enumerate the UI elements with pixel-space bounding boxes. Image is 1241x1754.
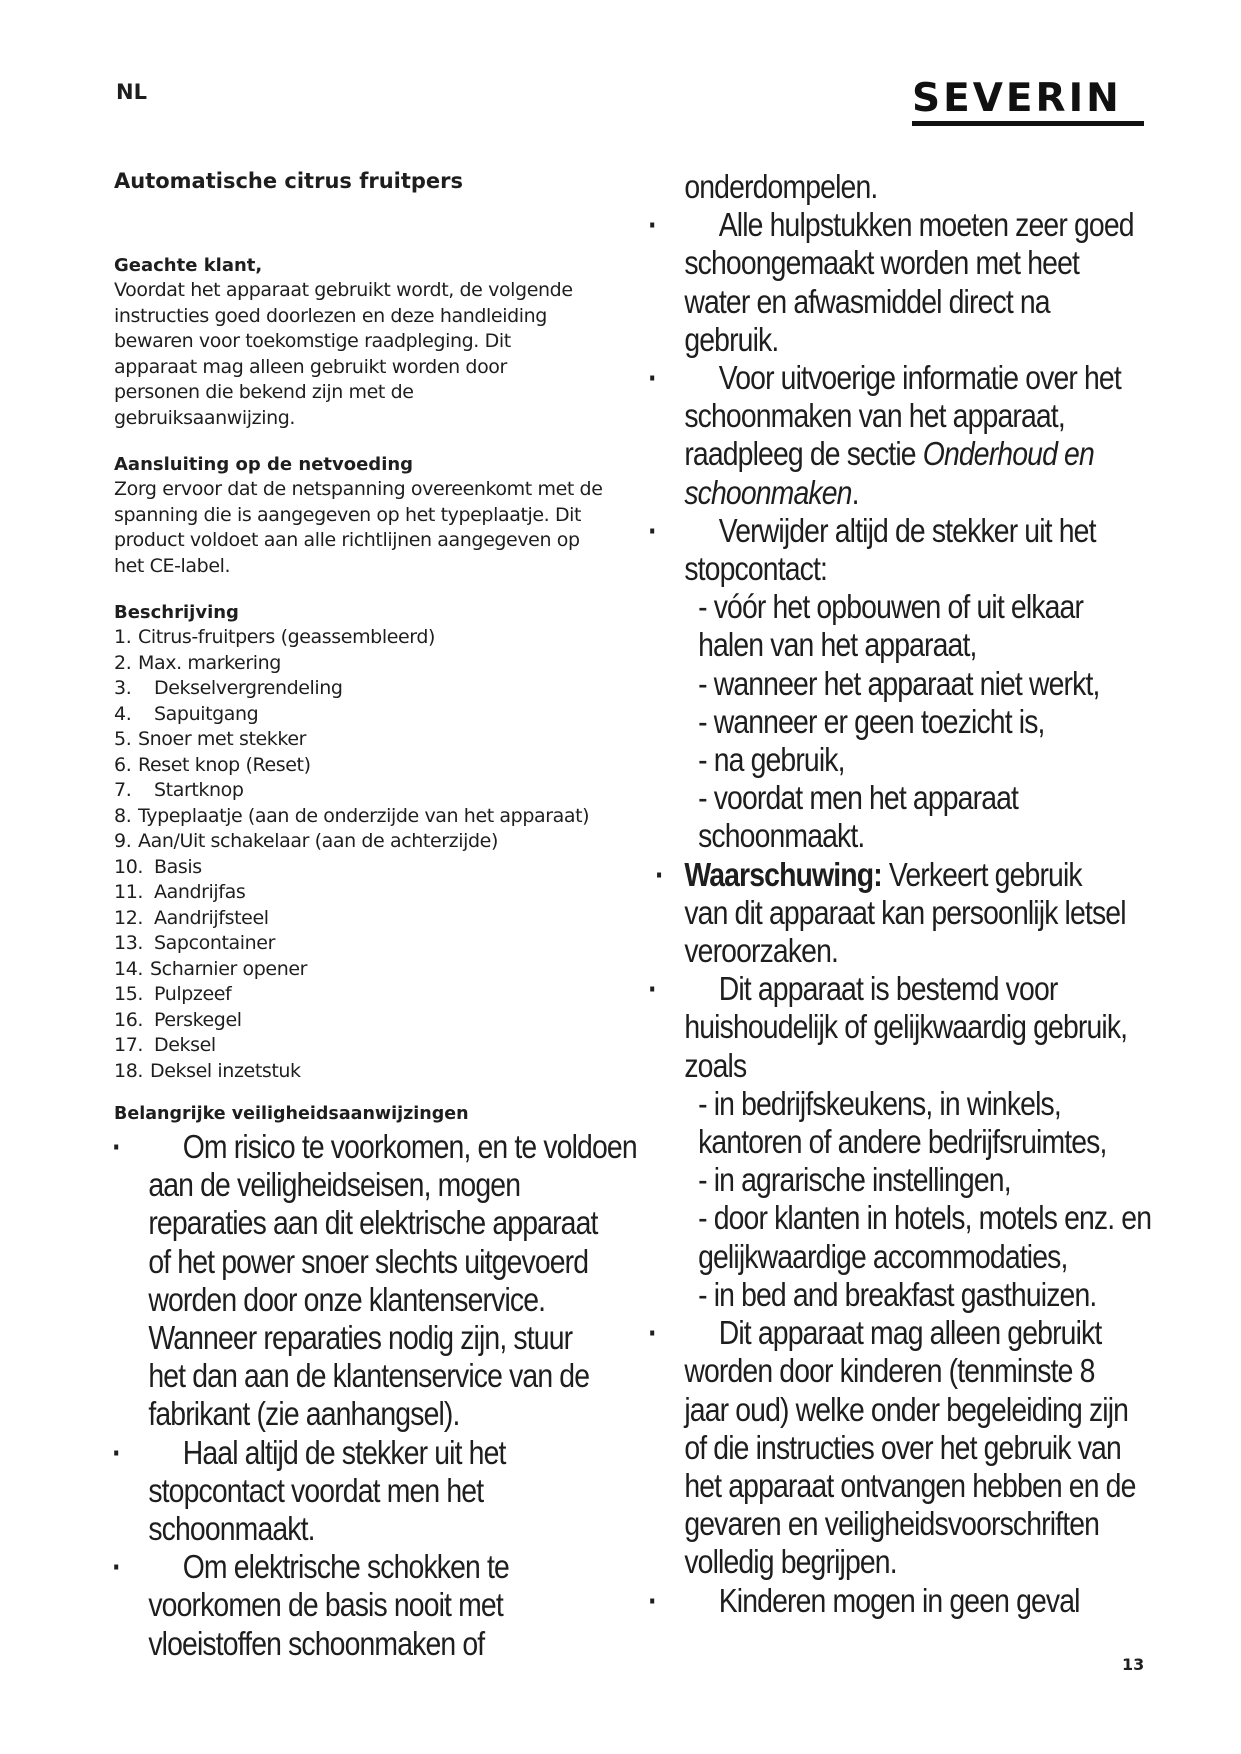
power-heading: Aansluiting op de netvoeding bbox=[114, 454, 414, 475]
safety-bullet: · Dit apparaat mag alleen gebruikt worden door kinderen (tenminste 8 jaar oud) welke onder begeleiding zijn of die instructies over het gebruik van het apparaat ontvangen hebben en de gevaren en veiligheidsvoorschriften volledig begrijpen. bbox=[648, 1314, 1136, 1581]
list-item: 2. Max. markering bbox=[114, 651, 281, 674]
bullet-icon: · bbox=[112, 1128, 121, 1165]
bullet-icon: · bbox=[648, 1581, 657, 1619]
left-column bbox=[114, 168, 654, 1663]
list-item: 8. Typeplaatje (aan de onderzijde van het apparaat) bbox=[114, 804, 590, 827]
bullet-icon: · bbox=[655, 855, 664, 893]
power-text: Zorg ervoor dat de netspanning overeenkomt met de spanning die is aangegeven op het typeplaatje. Dit product voldoet aan alle richtlijnen aangegeven op het CE-label. bbox=[114, 478, 603, 577]
continued-line: onderdompelen. bbox=[684, 168, 878, 205]
bullet-icon: · bbox=[648, 359, 657, 397]
bullet-icon: · bbox=[648, 511, 657, 549]
safety-instructions-continued bbox=[648, 168, 1207, 1620]
greeting-text: Voordat het apparaat gebruikt wordt, de volgende instructies goed doorlezen en deze handleiding bewaren voor toekomstige raadpleging. Dit apparaat mag alleen gebruikt worden door personen die bekend zijn met de gebruiksaanwijzing. bbox=[114, 279, 573, 429]
list-item: 14. Scharnier opener bbox=[114, 957, 308, 980]
safety-bullet: · Om risico te voorkomen, en te voldoen aan de veiligheidseisen, mogen reparaties aan dit elektrische apparaat of het power snoer slechts uitgevoerd worden door onze klantenservice. Wanneer reparaties nodig zijn, stuur het dan aan de klantenservice van de fabrikant (zie aanhangsel). bbox=[112, 1128, 637, 1433]
safety-bullet: · Kinderen mogen in geen geval bbox=[648, 1581, 1080, 1619]
power-section bbox=[114, 453, 654, 579]
list-item: 11. Aandrijfas bbox=[114, 881, 246, 903]
list-item: 4. Sapuitgang bbox=[114, 702, 259, 725]
bullet-icon: · bbox=[112, 1433, 121, 1471]
safety-bullet: · Verwijder altijd de stekker uit het stopcontact: - vóór het opbouwen of uit elkaar halen van het apparaat, - wanneer het apparaat niet werkt, - wanneer er geen toezicht is, - na gebruik, - voordat men het apparaat schoonmaakt. bbox=[648, 511, 1100, 855]
warning-bullet: · Waarschuwing: Verkeert gebruik van dit apparaat kan persoonlijk letsel veroorzaken. bbox=[655, 855, 1126, 970]
list-item: 16. Perskegel bbox=[114, 1008, 242, 1031]
description-list bbox=[114, 625, 654, 1084]
greeting-section bbox=[114, 254, 654, 431]
safety-bullet: · Dit apparaat is bestemd voor huishoudelijk of gelijkwaardig gebruik, zoals - in bedrijfskeukens, in winkels, kantoren of andere bedrijfsruimtes, - in agrarische instellingen, - door klanten in hotels, motels enz. en gelijkwaardige accommodaties, - in bed and breakfast gasthuizen. bbox=[648, 970, 1152, 1313]
list-item: 5. Snoer met stekker bbox=[114, 728, 307, 750]
safety-heading: Belangrijke veiligheidsaanwijzingen bbox=[114, 1104, 469, 1124]
list-item: 12. Aandrijfsteel bbox=[114, 906, 269, 929]
safety-instructions bbox=[112, 1128, 671, 1663]
brand-logo bbox=[912, 76, 1144, 126]
right-column bbox=[648, 168, 1180, 1620]
list-item: 1. Citrus-fruitpers (geassembleerd) bbox=[114, 626, 436, 648]
brand-logo-text: SEVERIN bbox=[912, 76, 1122, 121]
bullet-icon: · bbox=[648, 1314, 657, 1352]
bullet-icon: · bbox=[648, 970, 657, 1008]
description-heading: Beschrijving bbox=[114, 602, 239, 623]
list-item: 13. Sapcontainer bbox=[114, 932, 275, 954]
list-item: 18. Deksel inzetstuk bbox=[114, 1059, 301, 1082]
bullet-icon: · bbox=[648, 206, 657, 244]
list-item: 10. Basis bbox=[114, 855, 202, 878]
language-code: NL bbox=[116, 80, 147, 104]
safety-bullet: · Voor uitvoerige informatie over het schoonmaken van het apparaat, raadpleeg de sectie Onderhoud en schoonmaken. bbox=[648, 359, 1121, 511]
brand-logo-underline bbox=[912, 121, 1144, 126]
description-section bbox=[114, 601, 654, 1084]
list-item: 9. Aan/Uit schakelaar (aan de achterzijde) bbox=[114, 830, 498, 852]
list-item: 7. Startknop bbox=[114, 779, 244, 801]
safety-bullet: · Haal altijd de stekker uit het stopcontact voordat men het schoonmaakt. bbox=[112, 1433, 506, 1548]
list-item: 17. Deksel bbox=[114, 1034, 216, 1056]
list-item: 3. Dekselvergrendeling bbox=[114, 677, 343, 699]
list-item: 6. Reset knop (Reset) bbox=[114, 753, 311, 776]
safety-bullet: · Om elektrische schokken te voorkomen de basis nooit met vloeistoffen schoonmaken of bbox=[112, 1548, 509, 1662]
safety-bullet: · Alle hulpstukken moeten zeer goed schoongemaakt worden met heet water en afwasmiddel direct na gebruik. bbox=[648, 206, 1134, 358]
page-number: 13 bbox=[1122, 1655, 1145, 1674]
document-title: Automatische citrus fruitpers bbox=[114, 169, 464, 193]
bullet-icon: · bbox=[112, 1548, 121, 1586]
list-item: 15. Pulpzeef bbox=[114, 983, 232, 1005]
warning-label: Waarschuwing: bbox=[684, 855, 882, 893]
greeting-heading: Geachte klant, bbox=[114, 255, 263, 276]
